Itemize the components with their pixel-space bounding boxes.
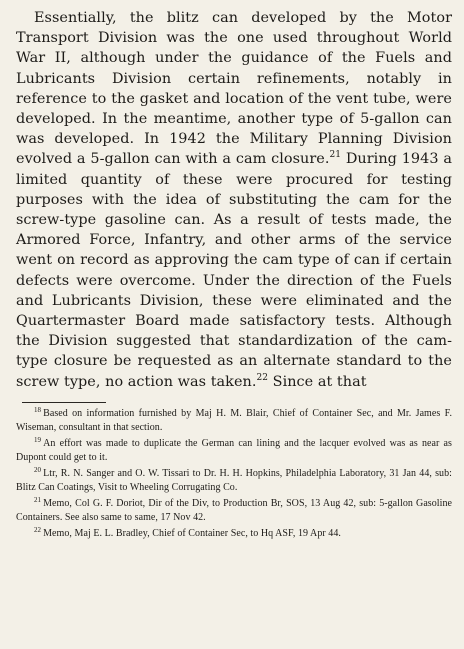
body-segment-2: During 1943 a limited quantity of these were procured for testing purposes with the idea of substituting the cam for the screw-type gasoline can. As a result of tests made, the Armored Force, Infantry, and other arms of the service went on record as approving the cam type of can if certain defects were overcome. Under the direction of the Fuels and Lubricants Division, these were eliminated and the Quartermaster Board made satisfactory tests. Although the Division suggested that standardization of the cam-type closure be requested as an alternate standard to the screw type, no action was taken.	[16, 151, 452, 390]
footnote-number: 21	[34, 495, 42, 504]
footnote-number: 18	[34, 405, 42, 414]
footnote-number: 22	[34, 525, 42, 534]
body-paragraph	[16, 8, 452, 392]
body-text	[16, 8, 452, 392]
footnote-18	[16, 407, 452, 435]
footnote-ref-22: 22	[256, 372, 269, 383]
footnote-22	[16, 527, 452, 541]
footnote-text: Ltr, R. N. Sanger and O. W. Tissari to Dr. H. H. Hopkins, Philadelphia Laboratory, 31 Jan 44, sub: Blitz Can Coatings, Visit to Wheeling Corrugating Co.	[16, 467, 452, 493]
footnote-20	[16, 467, 452, 495]
footnote-divider	[22, 402, 106, 403]
footnote-number: 19	[34, 435, 42, 444]
footnotes	[16, 407, 452, 541]
body-segment-1: Essentially, the blitz can developed by the Motor Transport Division was the one used throughout World War II, although under the guidance of the Fuels and Lubricants Division certain refinements, notably in reference to the gasket and location of the vent tube, were developed. In the meantime, another type of 5-gallon can was developed. In 1942 the Military Planning Division evolved a 5-gallon can with a cam closure.	[16, 10, 452, 168]
footnote-text: Memo, Col G. F. Doriot, Dir of the Div, to Production Br, SOS, 13 Aug 42, sub: 5-gallon Gasoline Containers. See also same to same, 17 Nov 42.	[16, 497, 452, 523]
body-segment-3: Since at that	[268, 373, 367, 390]
footnote-19	[16, 437, 452, 465]
footnote-21	[16, 497, 452, 525]
footnote-text: Based on information furnished by Maj H. M. Blair, Chief of Container Sec, and Mr. James F. Wiseman, consultant in that section.	[16, 407, 452, 433]
footnote-ref-21: 21	[329, 150, 342, 161]
footnote-text: An effort was made to duplicate the German can lining and the lacquer evolved was as near as Dupont could get to it.	[16, 437, 452, 463]
footnote-number: 20	[34, 465, 42, 474]
footnote-text: Memo, Maj E. L. Bradley, Chief of Container Sec, to Hq ASF, 19 Apr 44.	[43, 527, 341, 539]
